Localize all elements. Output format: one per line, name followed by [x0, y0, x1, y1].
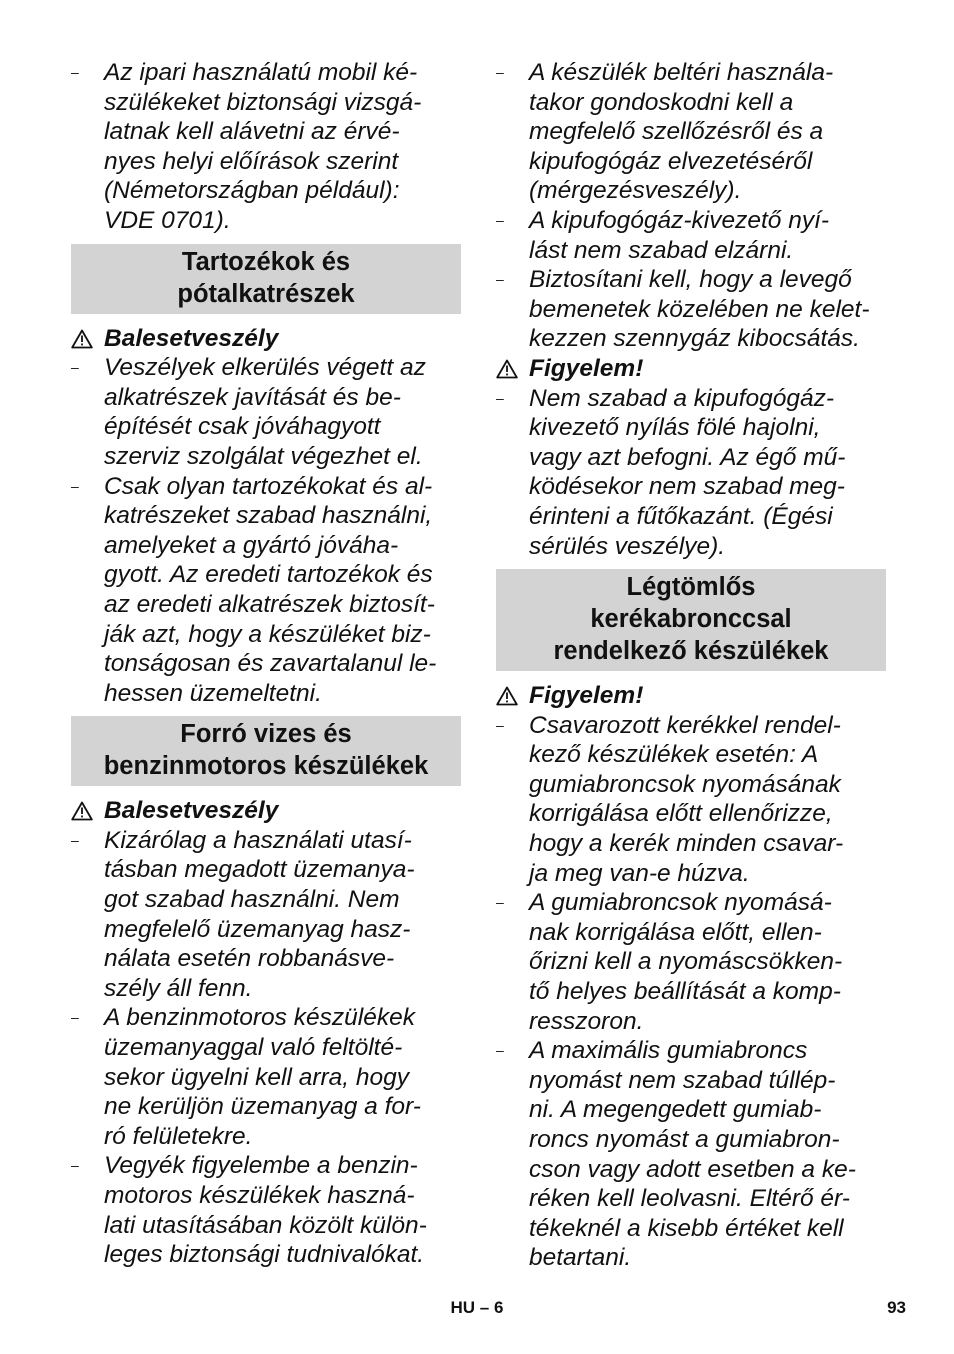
text-line: Biztosítani kell, hogy a levegő — [529, 266, 852, 294]
dash-bullet: – — [71, 831, 79, 848]
dash-bullet: – — [71, 1009, 79, 1026]
text-line: gyott. Az eredeti tartozékok és — [104, 561, 433, 589]
text-line: leges biztonsági tudnivalókat. — [104, 1241, 425, 1269]
warning-triangle-icon — [496, 359, 518, 379]
text-line: A maximális gumiabroncs — [529, 1037, 808, 1065]
footer-section-label: HU – 6 — [450, 1298, 504, 1317]
dash-bullet: – — [496, 64, 504, 80]
list-item — [496, 1036, 886, 1273]
text-line: roncs nyomást a gumiabron- — [529, 1126, 840, 1153]
text-line: kipufogógáz elvezetéséről — [529, 147, 813, 175]
text-line: benzinmotoros készülékek — [103, 752, 429, 781]
text-line: Nem szabad a kipufogógáz- — [529, 384, 835, 412]
text-line: cson vagy adott esetben a ke- — [529, 1155, 856, 1183]
list-item — [496, 384, 886, 562]
section-heading-pneumatic-tyres — [496, 569, 886, 671]
dash-bullet: – — [496, 716, 504, 733]
page-number: 93 — [887, 1298, 906, 1317]
warning-triangle-icon — [71, 329, 93, 349]
text-line: ni. A megengedett gumiab- — [529, 1096, 822, 1124]
text-line: VDE 0701). — [104, 206, 231, 234]
warning-label: Balesetveszély — [71, 796, 461, 826]
section-heading-accessories — [71, 244, 461, 314]
dash-bullet: – — [496, 211, 504, 228]
text-line: katrészeket szabad használni, — [104, 502, 433, 530]
text-line: lást nem szabad elzárni. — [529, 236, 794, 264]
text-line: ne kerüljön üzemanyag a for- — [104, 1093, 421, 1121]
text-line: Légtömlős — [626, 573, 756, 602]
text-line: hogy a kerék minden csavar- — [529, 830, 844, 858]
text-line: betartani. — [529, 1244, 632, 1272]
text-line: nyomást nem szabad túllép- — [529, 1066, 836, 1094]
warning-triangle-icon — [71, 801, 93, 821]
left-column — [71, 58, 461, 1270]
list-item — [496, 888, 886, 1036]
text-line: motoros készülékek haszná- — [104, 1182, 415, 1209]
text-line: resszoron. — [529, 1007, 644, 1035]
text-line: megfelelő üzemanyag hasz- — [104, 915, 411, 943]
text-line: réken kell leolvasni. Eltérő ér- — [529, 1185, 850, 1213]
text-line: tásban megadott üzemanya- — [104, 856, 415, 884]
warning-label: Balesetveszély — [71, 324, 461, 354]
text-line: A benzinmotoros készülékek — [104, 1004, 415, 1032]
text-line: kerékabronccsal — [590, 605, 792, 634]
dash-bullet: – — [496, 1042, 504, 1059]
text-line: kivezető nyílás fölé hajolni, — [529, 414, 821, 442]
text-line: (mérgezésveszély). — [529, 177, 742, 205]
list-item — [71, 353, 461, 471]
text-line: amelyeket a gyártó jóváha- — [104, 531, 399, 559]
text-line: ködésekor nem szabad meg- — [529, 473, 845, 501]
text-line: rendelkező készülékek — [553, 637, 829, 666]
text-line: korrigálása előtt ellenőrizze, — [529, 800, 833, 828]
warning-label: Figyelem! — [496, 354, 886, 384]
text-line: Csak olyan tartozékokat és al- — [104, 472, 433, 500]
text-line: szély áll fenn. — [104, 974, 253, 1002]
text-line: pótalkatrészek — [177, 279, 355, 308]
text-line: vagy azt befogni. Az égő mű- — [529, 443, 846, 471]
section-heading-hot-water — [71, 716, 461, 786]
list-item — [496, 206, 886, 265]
text-line: A készülék beltéri használa- — [529, 59, 834, 86]
warning-triangle-icon — [496, 686, 518, 706]
text-line: megfelelő szellőzésről és a — [529, 118, 824, 146]
text-line: tő helyes beállítását a komp- — [529, 978, 841, 1006]
text-line: Csavarozott kerékkel rendel- — [529, 711, 841, 739]
list-item — [71, 826, 461, 1004]
list-item — [496, 711, 886, 889]
text-line: Tartozékok és — [181, 247, 351, 276]
text-line: alkatrészek javítását és be- — [104, 383, 401, 411]
text-line: hessen üzemeltetni. — [104, 679, 322, 707]
dash-bullet: – — [71, 359, 79, 376]
list-item — [71, 58, 461, 236]
dash-bullet: – — [496, 389, 504, 406]
text-line: (Németországban például): — [104, 177, 400, 205]
text-line: tonságosan és zavartalanul le- — [104, 650, 437, 678]
list-item — [71, 472, 461, 709]
text-line: A kipufogógáz-kivezető nyí- — [529, 206, 830, 234]
text-line: got szabad használni. Nem — [104, 886, 400, 914]
text-line: Vegyék figyelembe a benzin- — [104, 1152, 418, 1180]
text-line: ró felületekre. — [104, 1122, 253, 1150]
text-line: sekor ügyelni kell arra, hogy — [104, 1063, 410, 1091]
dash-bullet: – — [71, 477, 79, 494]
list-item — [71, 1003, 461, 1151]
text-line: lati utasításában közölt külön- — [104, 1211, 427, 1239]
right-column — [496, 58, 886, 1273]
text-line: Kizárólag a használati utasí- — [104, 826, 412, 854]
text-line: nálata esetén robbanásve- — [104, 945, 395, 973]
list-item — [496, 58, 886, 206]
text-line: üzemanyaggal való feltölté- — [104, 1034, 403, 1062]
text-line: építését csak jóváhagyott — [104, 413, 381, 441]
text-line: gumiabroncsok nyomásának — [529, 770, 841, 798]
list-item — [71, 1151, 461, 1269]
dash-bullet: – — [71, 1157, 79, 1174]
text-line: őrizni kell a nyomáscsökken- — [529, 948, 843, 976]
dash-bullet: – — [496, 271, 504, 288]
text-line: bemenetek közelében ne kelet- — [529, 295, 870, 323]
warning-label: Figyelem! — [496, 681, 886, 711]
text-line: szerviz szolgálat végezhet el. — [104, 442, 423, 470]
text-line: érinteni a fűtőkazánt. (Égési — [529, 502, 833, 530]
text-line: nak korrigálása előtt, ellen- — [529, 918, 822, 946]
text-line: az eredeti alkatrészek biztosít- — [104, 590, 435, 618]
text-line: kezzen szennygáz kibocsátás. — [529, 325, 860, 353]
text-line: A gumiabroncsok nyomásá- — [529, 889, 832, 917]
text-line: ja meg van-e húzva. — [529, 859, 750, 887]
text-line: Az ipari használatú mobil ké- — [104, 59, 418, 86]
dash-bullet: – — [71, 64, 79, 80]
text-line: sérülés veszélye). — [529, 532, 726, 560]
list-item — [496, 265, 886, 354]
dash-bullet: – — [496, 894, 504, 911]
text-line: takor gondoskodni kell a — [529, 88, 794, 116]
text-line: kező készülékek esetén: A — [529, 741, 819, 769]
text-line: tékeknél a kisebb értéket kell — [529, 1214, 844, 1242]
text-line: latnak kell alávetni az érvé- — [104, 118, 400, 146]
text-line: Forró vizes és — [180, 720, 352, 749]
text-line: ják azt, hogy a készüléket biz- — [104, 620, 431, 648]
text-line: Veszélyek elkerülés végett az — [104, 354, 426, 382]
text-line: nyes helyi előírások szerint — [104, 147, 399, 175]
text-line: szülékeket biztonsági vizsgá- — [104, 88, 422, 116]
